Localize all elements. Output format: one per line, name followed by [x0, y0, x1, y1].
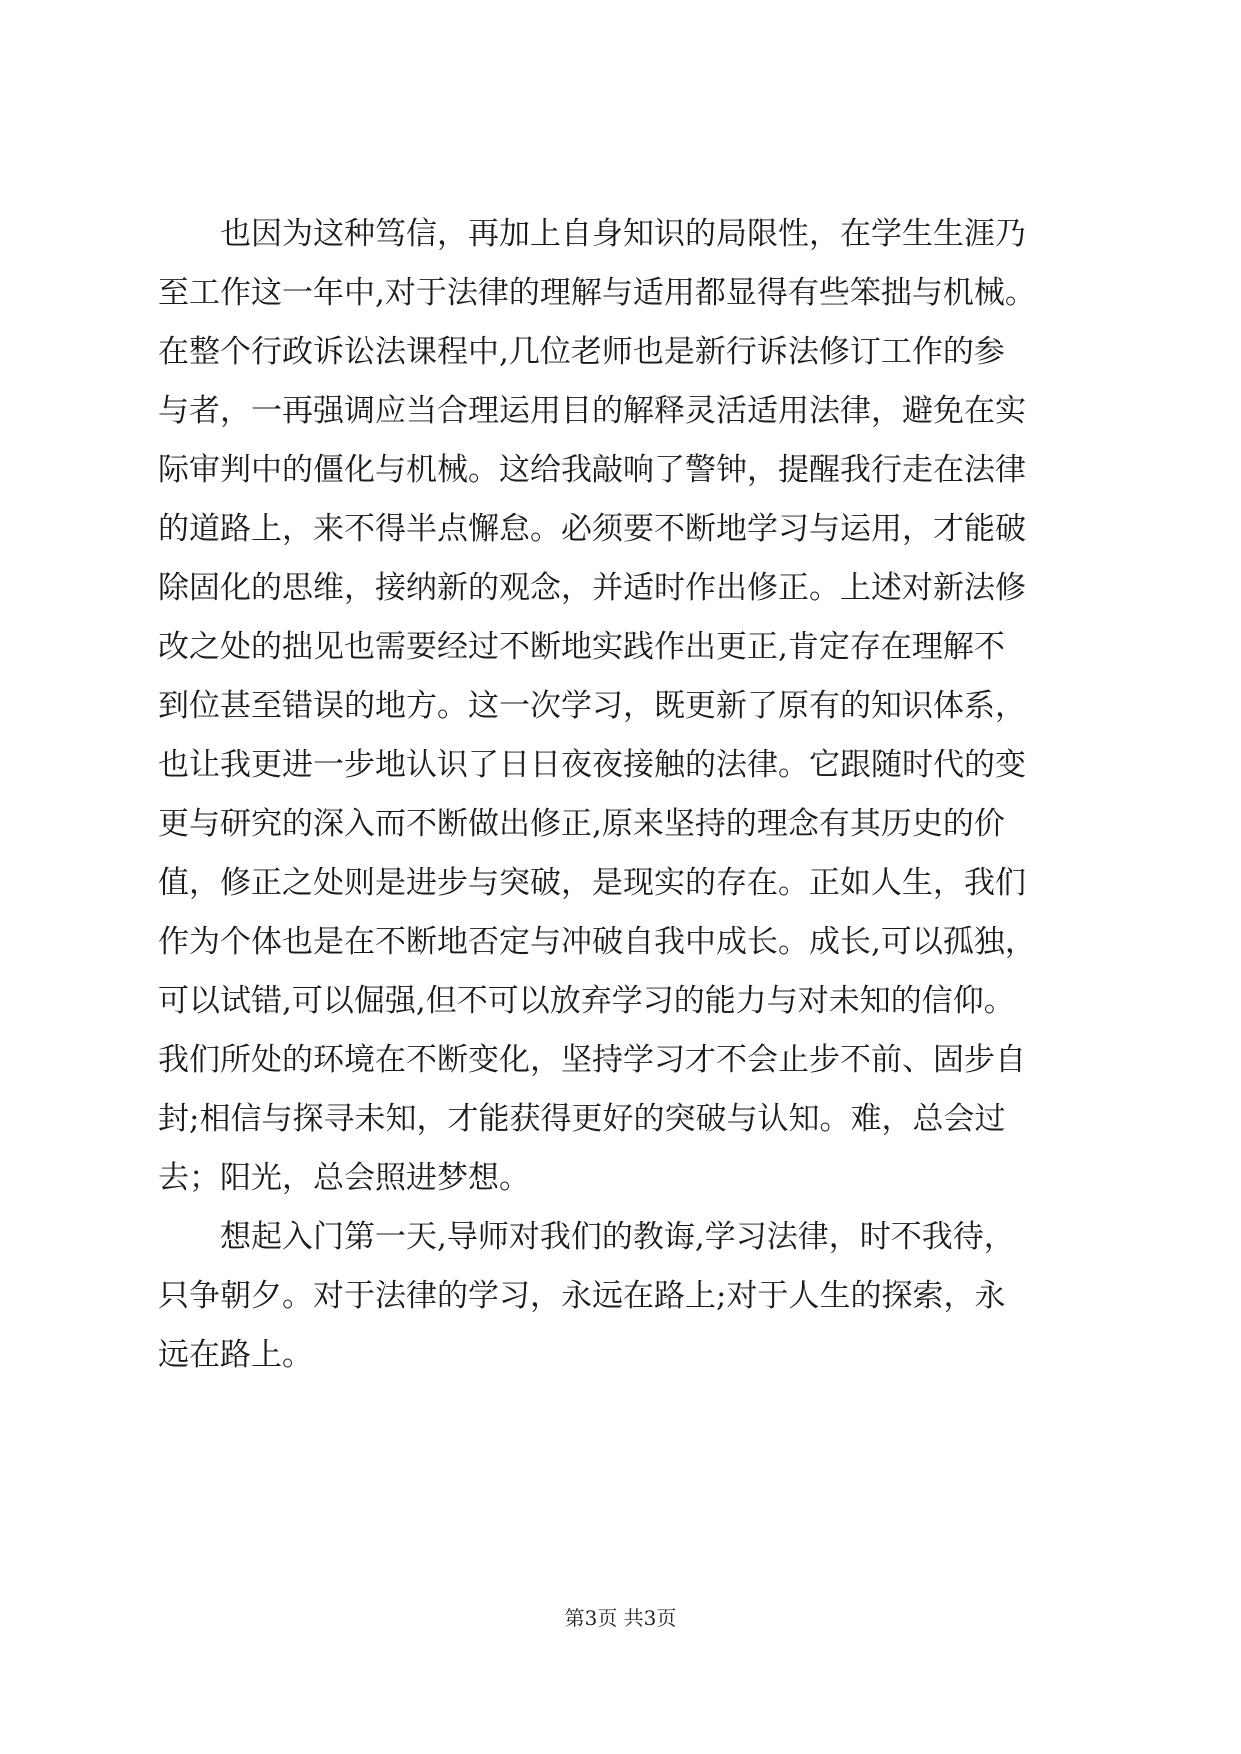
text-line: 封;相信与探寻未知，才能获得更好的突破与认知。难，总会过 — [158, 1101, 1006, 1137]
text-line: 除固化的思维，接纳新的观念，并适时作出修正。上述对新法修 — [158, 570, 1026, 606]
text-line: 想起入门第一天,导师对我们的教诲,学习法律，时不我待， — [158, 1219, 1015, 1255]
text-line: 可以试错,可以倔强,但不可以放弃学习的能力与对未知的信仰。 — [158, 983, 1015, 1019]
body-text — [158, 205, 1098, 1385]
text-line: 只争朝夕。对于法律的学习，永远在路上;对于人生的探索，永 — [158, 1278, 1006, 1314]
text-line: 的道路上，来不得半点懈怠。必须要不断地学习与运用，才能破 — [158, 511, 1026, 547]
text-line: 在整个行政诉讼法课程中,几位老师也是新行诉法修订工作的参 — [158, 334, 1005, 370]
page-number-footer: 第3页 共3页 — [564, 1606, 677, 1630]
text-line: 改之处的拙见也需要经过不断地实践作出更正,肯定存在理解不 — [158, 629, 1005, 665]
text-line: 去；阳光，总会照进梦想。 — [158, 1160, 530, 1196]
text-line: 与者，一再强调应当合理运用目的解释灵活适用法律，避免在实 — [158, 393, 1026, 429]
text-line: 际审判中的僵化与机械。这给我敲响了警钟，提醒我行走在法律 — [158, 452, 1026, 488]
text-line: 值，修正之处则是进步与突破，是现实的存在。正如人生，我们 — [158, 865, 1026, 901]
text-line: 远在路上。 — [158, 1337, 313, 1373]
text-line: 到位甚至错误的地方。这一次学习，既更新了原有的知识体系， — [158, 688, 1026, 724]
text-line: 作为个体也是在不断地否定与冲破自我中成长。成长,可以孤独， — [158, 924, 1036, 960]
text-line: 也因为这种笃信，再加上自身知识的局限性，在学生生涯乃 — [158, 216, 1026, 252]
text-line: 也让我更进一步地认识了日日夜夜接触的法律。它跟随时代的变 — [158, 747, 1026, 783]
text-line: 更与研究的深入而不断做出修正,原来坚持的理念有其历史的价 — [158, 806, 1005, 842]
text-line: 我们所处的环境在不断变化，坚持学习才不会止步不前、固步自 — [158, 1042, 1026, 1078]
text-line: 至工作这一年中,对于法律的理解与适用都显得有些笨拙与机械。 — [158, 275, 1036, 311]
